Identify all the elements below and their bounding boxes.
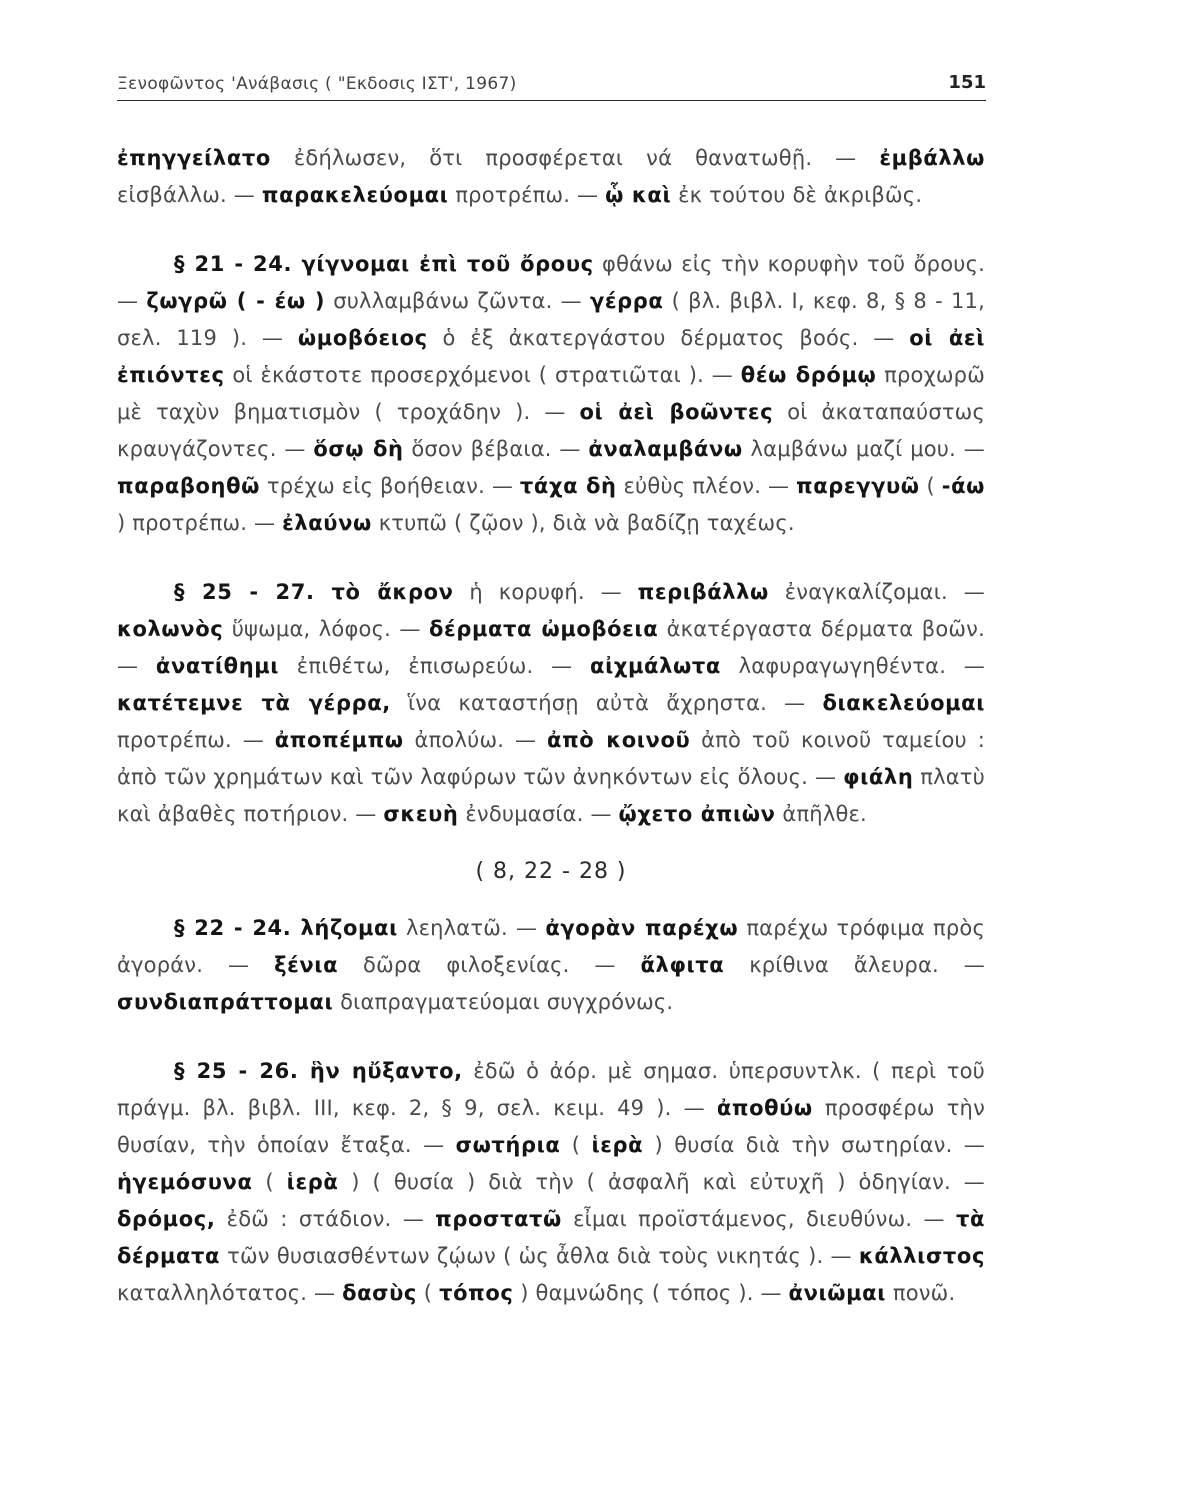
- lemma-term: ὠμοβόειος: [297, 326, 428, 350]
- lemma-term: οἱ ἀεὶ ἐπιόντες: [117, 326, 985, 387]
- lemma-term: ἐμβάλλω: [879, 146, 985, 170]
- gloss-text: (: [252, 1170, 287, 1194]
- gloss-text: λεηλατῶ. —: [397, 916, 546, 940]
- gloss-text: ἀπῆλθε.: [775, 802, 867, 826]
- gloss-text: προσφέρω τὴν θυσίαν, τὴν ὁποίαν ἔταξα. —: [117, 1096, 985, 1157]
- paragraph-intro: [117, 140, 985, 214]
- gloss-text: εἰσβάλλω. —: [117, 183, 262, 207]
- gloss-text: προτρέπω. —: [117, 728, 275, 752]
- lemma-term: ἡγεμόσυνα: [117, 1170, 253, 1194]
- gloss-text: ἡ κορυφή. —: [453, 580, 638, 604]
- gloss-text: προχωρῶ μὲ ταχὺν βηματισμὸν ( τροχάδην ). —: [117, 363, 986, 424]
- gloss-text: εὐθὺς πλέον. —: [616, 474, 797, 498]
- lemma-term: ἀνιῶμαι: [788, 1281, 886, 1305]
- gloss-text: ) θαμνώδης ( τόπος ). —: [513, 1281, 789, 1305]
- lemma-term: τόπος: [439, 1281, 514, 1305]
- lemma-term: ἐπηγγείλατο: [117, 146, 271, 170]
- paragraph-section-25-26: [117, 1053, 985, 1312]
- gloss-text: παρέχω τρόφιμα πρὸς ἀγοράν. —: [117, 916, 985, 977]
- lemma-term: ἀγορὰν παρέχω: [545, 916, 739, 940]
- lemma-term: ξένια: [274, 953, 339, 977]
- lemma-term: διακελεύομαι: [822, 691, 985, 715]
- lemma-term: οἱ ἀεὶ βοῶντες: [579, 400, 774, 424]
- gloss-text: οἱ ἀκαταπαύστως κραυγάζοντες. —: [117, 400, 985, 461]
- gloss-text: ἀπολύω. —: [403, 728, 548, 752]
- lemma-term: δασὺς: [342, 1281, 417, 1305]
- gloss-text: (: [416, 1281, 440, 1305]
- gloss-text: ἐκ τούτου δὲ ἀκριβῶς.: [671, 183, 923, 207]
- gloss-text: ὕψωμα, λόφος. —: [223, 617, 430, 641]
- gloss-text: λαμβάνω μαζί μου. —: [742, 437, 985, 461]
- gloss-text: διαπραγματεύομαι συγχρόνως.: [333, 990, 674, 1014]
- gloss-text: τρέχω εἰς βοήθειαν. —: [260, 474, 520, 498]
- lemma-term: φιάλη: [843, 765, 914, 789]
- lemma-term: ὅσῳ δὴ: [313, 437, 404, 461]
- lemma-term: § 22 - 24. λήζομαι: [174, 916, 398, 940]
- lemma-term: περιβάλλω: [637, 580, 769, 604]
- gloss-text: ἐδῶ ὁ ἀόρ. μὲ σημασ. ὑπερσυντλκ. ( περὶ τοῦ πράγμ. βλ. βιβλ. ΙΙΙ, κεφ. 2, § 9, σελ. κειμ. 49 ). —: [117, 1059, 985, 1120]
- lemma-term: § 25 - 27. τὸ ἄκρον: [174, 580, 454, 604]
- lemma-term: γέρρα: [589, 289, 664, 313]
- paragraph-section-21-24: [117, 246, 985, 542]
- gloss-text: ( βλ. βιβλ. Ι, κεφ. 8, § 8 - 11, σελ. 119 ). —: [117, 289, 985, 350]
- lemma-term: ἀναλαμβάνω: [588, 437, 743, 461]
- lemma-term: ᾤχετο ἀπιὼν: [618, 802, 776, 826]
- lemma-term: § 21 - 24. γίγνομαι ἐπὶ τοῦ ὄρους: [174, 252, 594, 276]
- gloss-text: ) προτρέπω. —: [117, 511, 283, 535]
- lemma-term: προστατῶ: [435, 1207, 562, 1231]
- gloss-text: πονῶ.: [885, 1281, 956, 1305]
- gloss-text: ἐδῶ : στάδιον. —: [215, 1207, 436, 1231]
- lemma-term: ἀπὸ κοινοῦ: [547, 728, 691, 752]
- lemma-term: ᾧ καὶ: [605, 183, 672, 207]
- chapter-reference: ( 8, 22 - 28 ): [475, 859, 627, 884]
- lemma-term: κατέτεμνε τὰ γέρρα,: [117, 691, 391, 715]
- lemma-term: ἐλαύνω: [282, 511, 372, 535]
- gloss-text: δῶρα φιλοξενίας. —: [338, 953, 641, 977]
- header-title: Ξενοφῶντος 'Ανάβασις ( "Εκδοσις ΙΣΤ', 1967): [117, 74, 517, 94]
- lemma-term: ἀποπέμπω: [274, 728, 404, 752]
- gloss-text: κρίθινα ἄλευρα. —: [724, 953, 985, 977]
- lemma-term: αἰχμάλωτα: [590, 654, 721, 678]
- lemma-term: κολωνὸς: [117, 617, 224, 641]
- gloss-text: ἀκατέργαστα δέρματα βοῶν. —: [117, 617, 985, 678]
- lemma-term: ἀποθύω: [716, 1096, 813, 1120]
- gloss-text: λαφυραγωγηθέντα. —: [720, 654, 985, 678]
- gloss-text: ἐναγκαλίζομαι. —: [768, 580, 985, 604]
- lemma-term: σκευὴ: [383, 802, 459, 826]
- gloss-text: φθάνω εἰς τὴν κορυφὴν τοῦ ὄρους. —: [117, 252, 985, 313]
- gloss-text: ) θυσία διὰ τὴν σωτηρίαν. —: [643, 1133, 985, 1157]
- gloss-text: ὅσον βέβαια. —: [403, 437, 589, 461]
- lemma-term: § 25 - 26. ἣν ηὔξαντο,: [174, 1059, 463, 1083]
- gloss-text: ἐπιθέτω, ἐπισωρεύω. —: [279, 654, 591, 678]
- lemma-term: ζωγρῶ ( - έω ): [146, 289, 326, 313]
- lemma-term: δέρματα ὠμοβόεια: [429, 617, 659, 641]
- lemma-term: τὰ δέρματα: [117, 1207, 986, 1268]
- gloss-text: ἐδήλωσεν, ὅτι προσφέρεται νά θανατωθῇ. —: [270, 146, 880, 170]
- lemma-term: ἀνατίθημι: [155, 654, 280, 678]
- lemma-term: συνδιαπράττομαι: [117, 990, 334, 1014]
- gloss-text: ) ( θυσία ) διὰ τὴν ( ἀσφαλῆ καὶ εὐτυχῆ ) ὁδηγίαν. —: [338, 1170, 985, 1194]
- gloss-text: προτρέπω. —: [448, 183, 606, 207]
- running-header: [117, 68, 986, 101]
- lemma-term: δρόμος,: [117, 1207, 216, 1231]
- lemma-term: ἱερὰ: [286, 1170, 339, 1194]
- lemma-term: ἄλφιτα: [640, 953, 725, 977]
- gloss-text: τῶν θυσιασθέντων ζῴων ( ὡς ἆθλα διὰ τοὺς νικητάς ). —: [220, 1244, 859, 1268]
- paragraph-section-25-27: [117, 574, 985, 833]
- lemma-term: ἱερὰ: [591, 1133, 644, 1157]
- lemma-term: παραβοηθῶ: [117, 474, 260, 498]
- gloss-text: πλατὺ καὶ ἀβαθὲς ποτήριον. —: [117, 765, 985, 826]
- lemma-term: κάλλιστος: [858, 1244, 985, 1268]
- gloss-text: ὁ ἐξ ἀκατεργάστου δέρματος βοός. —: [427, 326, 910, 350]
- gloss-text: συλλαμβάνω ζῶντα. —: [325, 289, 590, 313]
- page-body: [117, 140, 985, 1312]
- gloss-text: (: [560, 1133, 592, 1157]
- page-number: 151: [948, 72, 986, 93]
- gloss-text: εἶμαι προϊστάμενος, διευθύνω. —: [561, 1207, 956, 1231]
- gloss-text: καταλληλότατος. —: [117, 1281, 343, 1305]
- lemma-term: -άω: [941, 474, 985, 498]
- paragraph-section-22-24: [117, 910, 985, 1021]
- lemma-term: τάχα δὴ: [519, 474, 617, 498]
- lemma-term: θέω δρόμῳ: [740, 363, 877, 387]
- gloss-text: οἱ ἑκάστοτε προσερχόμενοι ( στρατιῶται ). —: [224, 363, 741, 387]
- lemma-term: σωτήρια: [455, 1133, 561, 1157]
- lemma-term: παρακελεύομαι: [261, 183, 449, 207]
- gloss-text: ἀπὸ τοῦ κοινοῦ ταμείου : ἀπὸ τῶν χρημάτων καὶ τῶν λαφύρων τῶν ἀνηκόντων εἰς ὅλους. —: [117, 728, 985, 789]
- gloss-text: ἵνα καταστήσῃ αὐτὰ ἄχρηστα. —: [390, 691, 823, 715]
- gloss-text: (: [919, 474, 942, 498]
- lemma-term: παρεγγυῶ: [796, 474, 920, 498]
- gloss-text: ἐνδυμασία. —: [458, 802, 619, 826]
- gloss-text: κτυπῶ ( ζῷον ), διὰ νὰ βαδίζῃ ταχέως.: [371, 511, 795, 535]
